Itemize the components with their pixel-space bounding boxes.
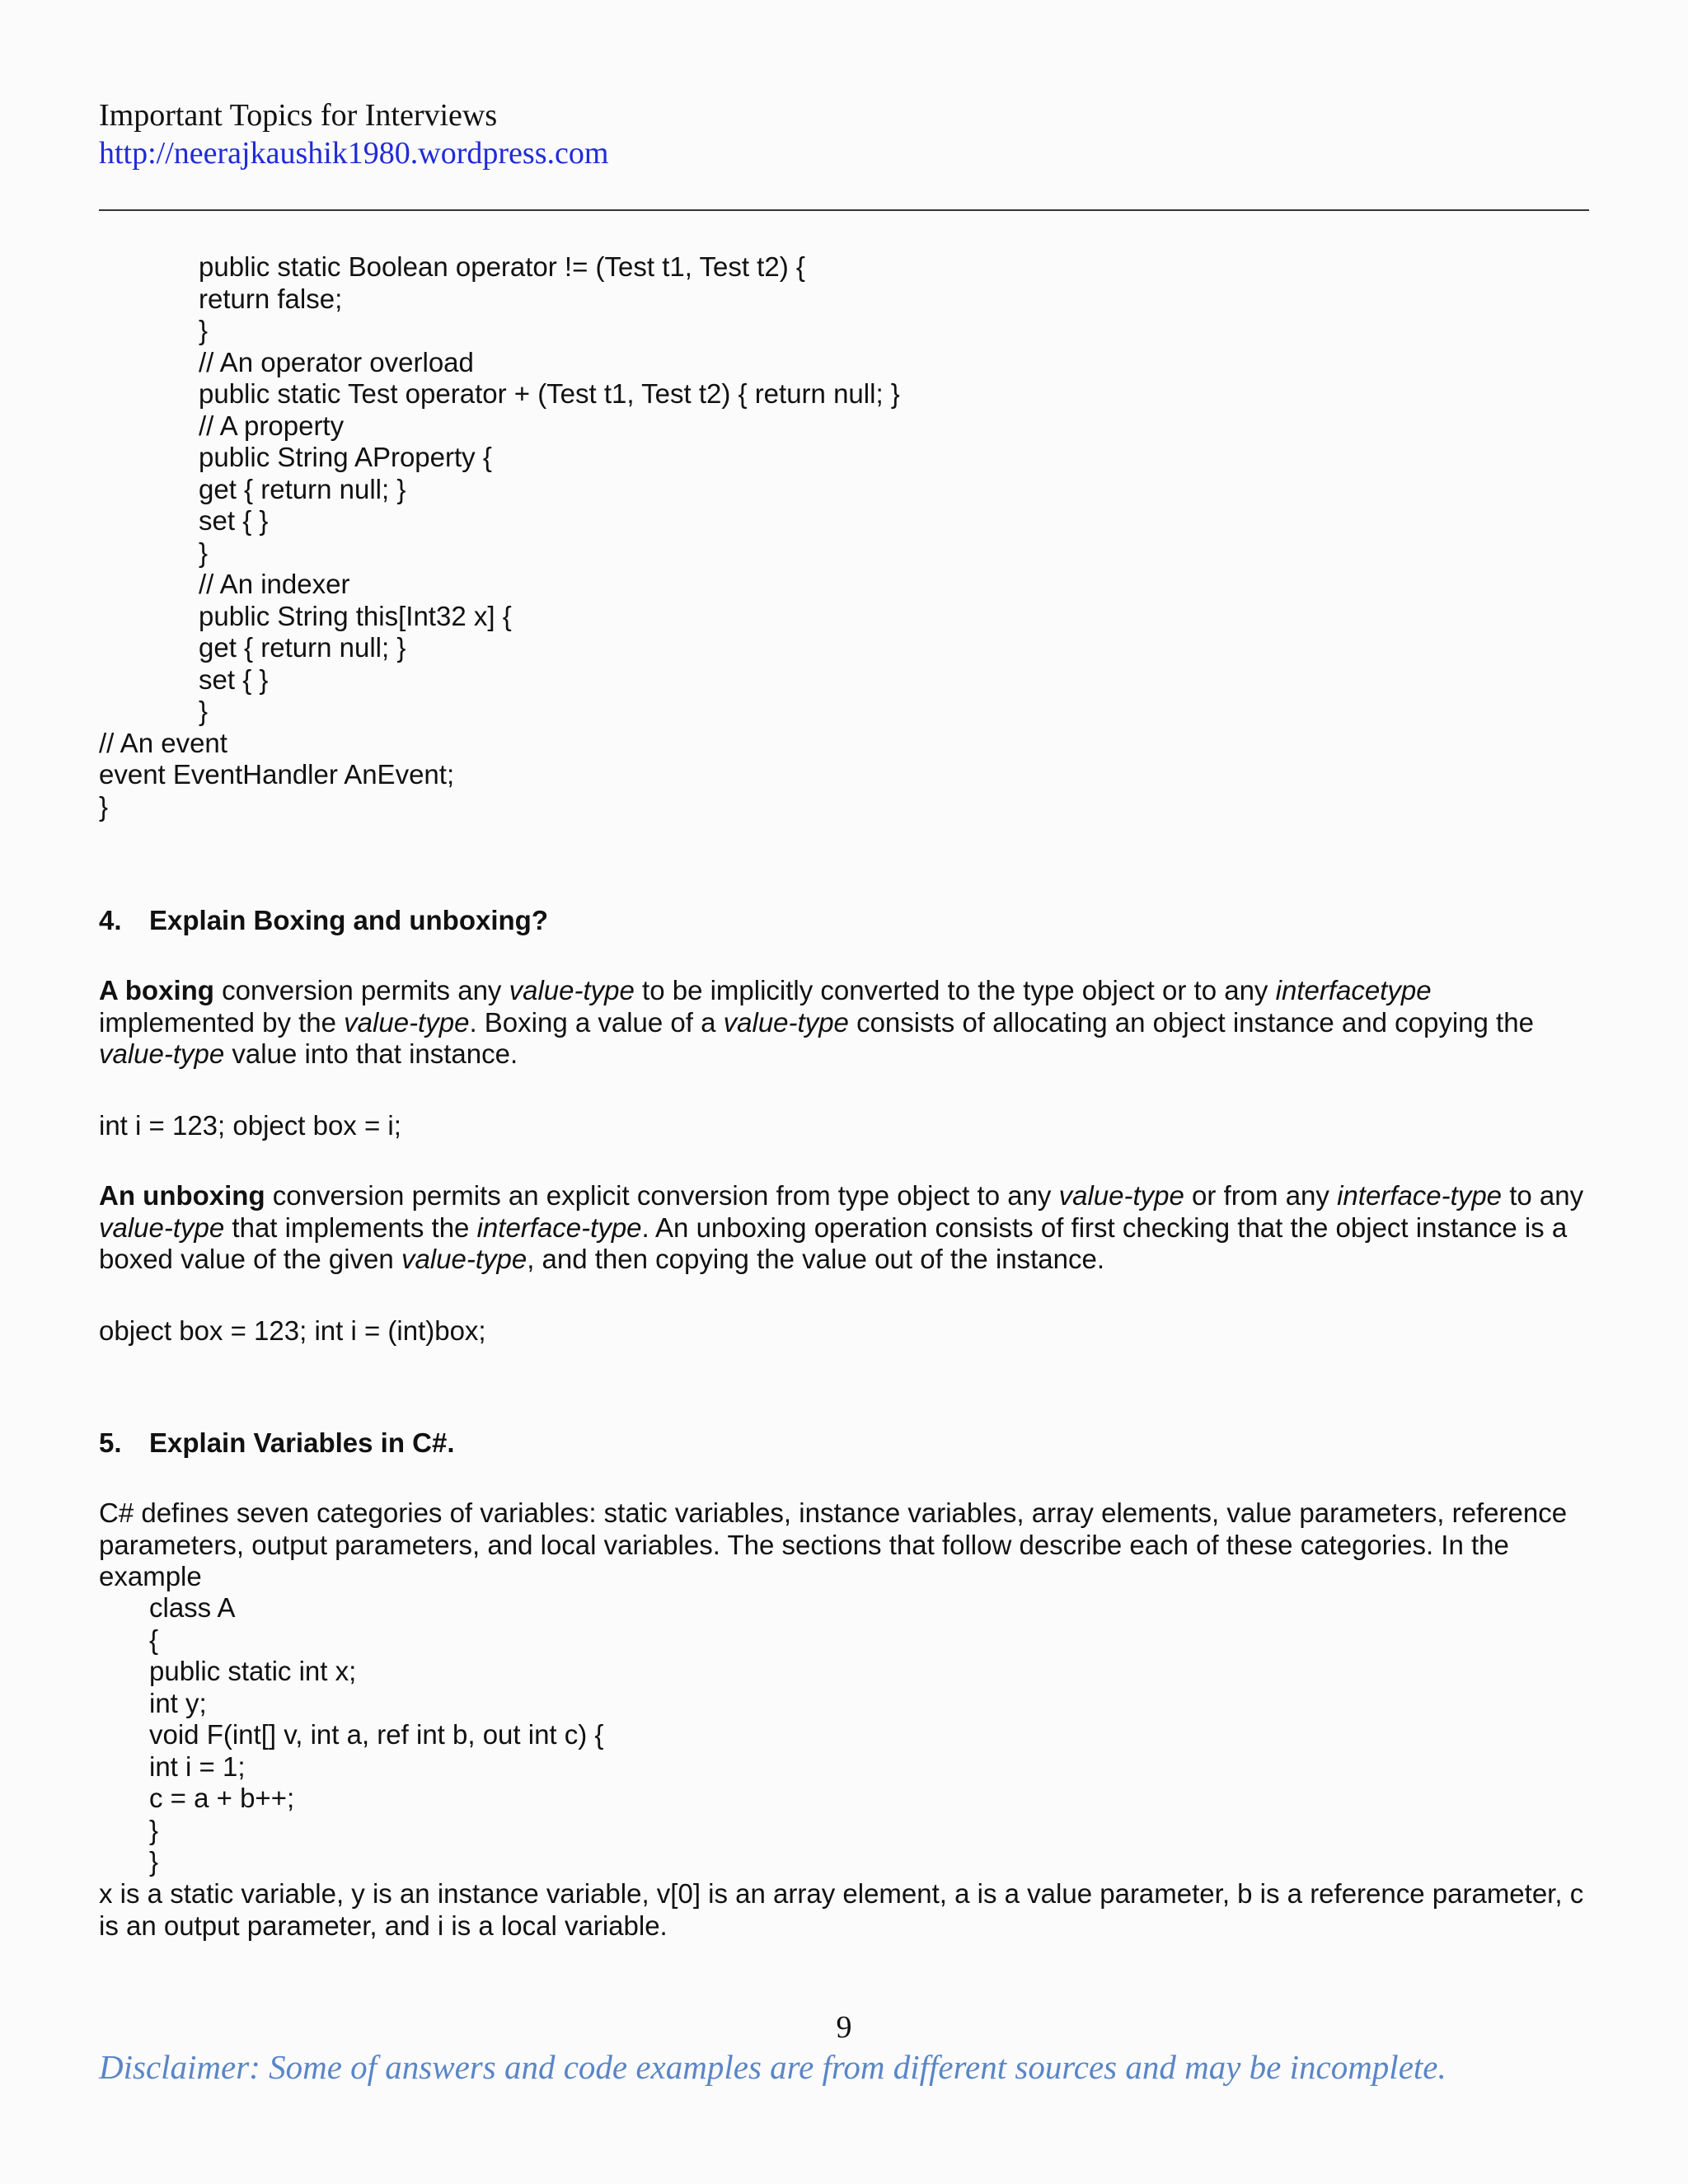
code-line: void F(int[] v, int a, ref int b, out int c) { — [149, 1719, 604, 1750]
italic-term: interfacetype — [1275, 975, 1432, 1005]
section-5-heading — [99, 1427, 455, 1460]
code-line: c = a + b++; — [149, 1783, 295, 1813]
code-snippet-class-a — [99, 1592, 603, 1878]
italic-term: interface-type — [1337, 1180, 1503, 1211]
code-line: int y; — [149, 1687, 207, 1718]
text-run: or from any — [1184, 1180, 1338, 1211]
text-run: consists of allocating an object instance and copying the — [848, 1006, 1534, 1038]
code-snippet-class-members — [99, 251, 900, 823]
boxing-code-example: int i = 123; object box = i; — [99, 1110, 401, 1141]
text-run: to any — [1502, 1180, 1584, 1211]
code-line: public static Boolean operator != (Test t1, Test t2) { — [199, 251, 805, 282]
section-number: 5. — [99, 1427, 122, 1458]
header-divider — [99, 209, 1589, 211]
text-run: conversion permits an explicit conversion from type object to any — [265, 1180, 1059, 1211]
text-run: . Boxing a value of a — [469, 1006, 724, 1038]
text-run: implemented by the — [99, 1006, 345, 1038]
code-line: get { return null; } — [199, 473, 406, 504]
italic-term: value-type — [1058, 1180, 1184, 1211]
code-line: public String AProperty { — [199, 442, 492, 472]
term-unboxing: An unboxing — [99, 1180, 265, 1211]
section-number: 4. — [99, 905, 122, 935]
code-line: int i = 1; — [149, 1750, 246, 1782]
unboxing-paragraph — [99, 1180, 1592, 1276]
code-line: set { } — [199, 663, 269, 695]
italic-term: value-type — [509, 975, 635, 1005]
code-line: } — [149, 1814, 159, 1845]
text-run: value into that instance. — [224, 1038, 518, 1069]
code-line: } — [99, 790, 109, 822]
code-line: } — [199, 315, 209, 345]
section-4-heading — [99, 905, 548, 937]
code-line: class A — [149, 1592, 236, 1623]
header-blog-link[interactable]: http://neerajkaushik1980.wordpress.com — [99, 136, 609, 171]
text-run: to be implicitly converted to the type object or to any — [634, 975, 1276, 1005]
code-line: set { } — [199, 505, 269, 536]
italic-term: interface-type — [476, 1212, 642, 1243]
text-run: conversion permits any — [213, 975, 509, 1005]
text-run: , and then copying the value out of the instance. — [527, 1244, 1105, 1274]
code-line: public static int x; — [149, 1656, 357, 1686]
page-number: 9 — [836, 2010, 852, 2045]
italic-term: value-type — [344, 1006, 470, 1038]
code-line: // An event — [99, 727, 227, 758]
text-run: that implements the — [224, 1212, 477, 1243]
italic-term: value-type — [401, 1244, 528, 1274]
section-title: Explain Variables in C#. — [149, 1427, 455, 1458]
code-line: // An indexer — [199, 569, 350, 599]
variables-summary-paragraph: x is a static variable, y is an instance variable, v[0] is an array element, a is a value parameter, b is a reference parameter, c is an output parameter, and i is a local variable. — [99, 1878, 1584, 1941]
italic-term: value-type — [723, 1006, 849, 1038]
italic-term: value-type — [99, 1038, 225, 1069]
code-line: return false; — [199, 283, 343, 314]
code-line: // A property — [199, 410, 345, 441]
italic-term: value-type — [99, 1212, 225, 1243]
unboxing-code-example: object box = 123; int i = (int)box; — [99, 1315, 486, 1346]
code-line: public static Test operator + (Test t1, Test t2) { return null; } — [199, 378, 900, 409]
document-header-title: Important Topics for Interviews — [99, 98, 498, 133]
code-line: public String this[Int32 x] { — [199, 600, 512, 631]
code-line: // An operator overload — [199, 346, 474, 377]
code-line: { — [149, 1624, 159, 1655]
term-boxing: A boxing — [99, 975, 214, 1005]
text-run: . An unboxing operation consists of first checking that the object instance is a boxed value of the given — [99, 1212, 1568, 1274]
code-line: } — [149, 1846, 159, 1877]
footer-disclaimer: Disclaimer: Some of answers and code examples are from different sources and may be incomplete. — [99, 2048, 1447, 2086]
section-title: Explain Boxing and unboxing? — [149, 905, 548, 935]
code-line: event EventHandler AnEvent; — [99, 759, 455, 790]
boxing-paragraph — [99, 975, 1592, 1071]
code-line: } — [199, 696, 209, 726]
variables-intro-paragraph: C# defines seven categories of variables: static variables, instance variables, array elements, value parameters, reference parameters, output parameters, and local variables. The sections that follow describe each of these categories. In the example — [99, 1497, 1568, 1591]
code-line: get { return null; } — [199, 632, 406, 663]
code-line: } — [199, 537, 209, 568]
